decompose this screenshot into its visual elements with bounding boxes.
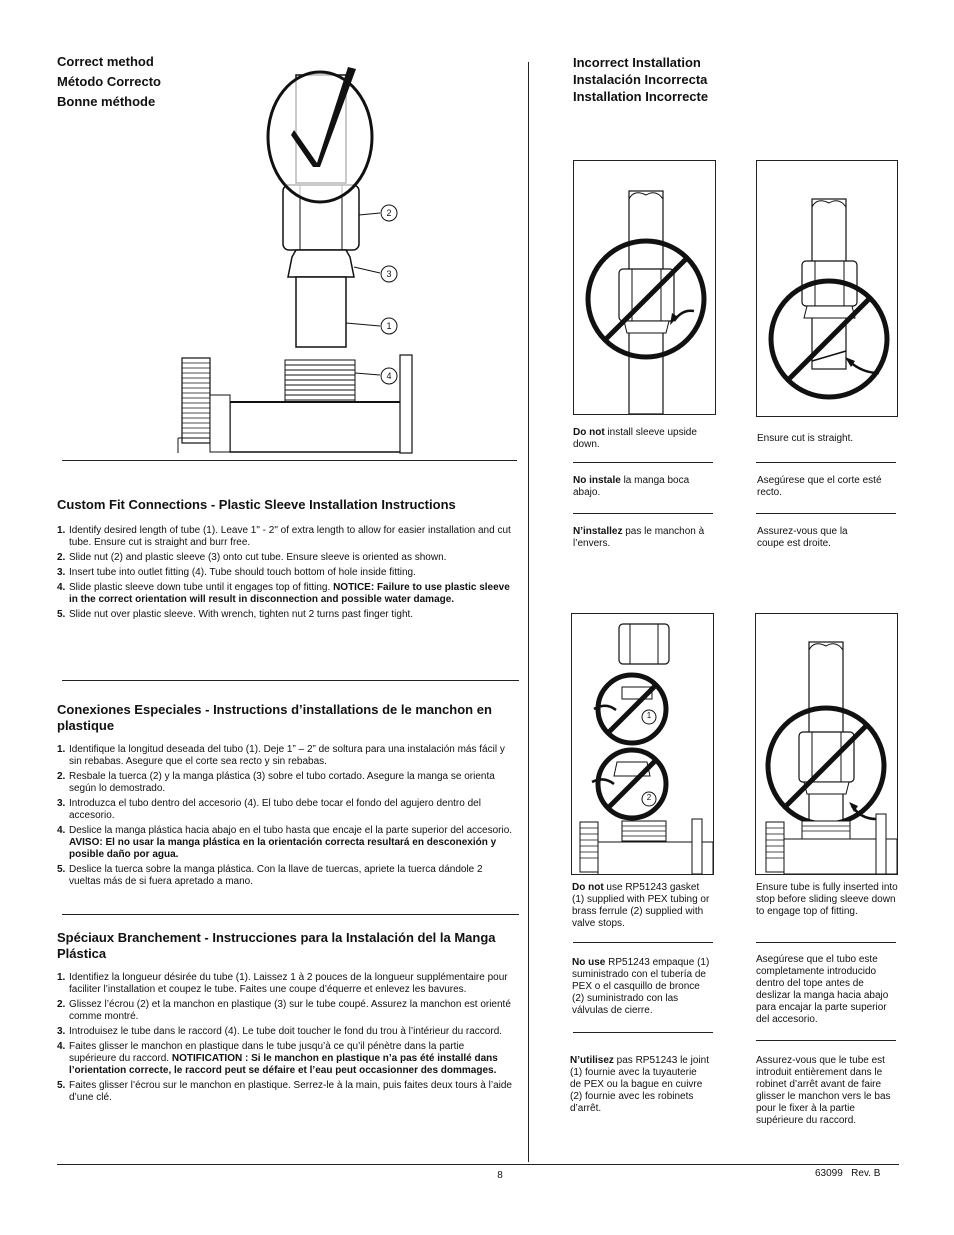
- step-item: 5. Faites glisser l’écrou sur le manchon en plastique. Serrez-le à la main, puis faites deux tours à l’aide d’une clé.: [57, 1080, 512, 1103]
- step-item: 1. Identifique la longitud deseada del tubo (1). Deje 1” – 2” de soltura para una instalación más fácil y sin rebabas. Asegure que el corte sea recto y sin rebabas.: [57, 744, 505, 767]
- caption-upside-fr: N’installez pas le manchon à l’envers.: [573, 526, 705, 549]
- step-item: 2. Slide nut (2) and plastic sleeve (3) onto cut tube. Ensure sleeve is oriented as shown.: [57, 552, 447, 563]
- page-number: 8: [497, 1170, 503, 1181]
- cut-straight-diagram: [756, 160, 898, 417]
- heading-line-es: Método Correcto: [57, 74, 161, 89]
- divider: [756, 462, 896, 463]
- section-title: Conexiones Especiales - Instructions d’installations de le manchon en plastique: [57, 702, 492, 733]
- caption-straight-es: Asegúrese que el corte esté recto.: [757, 475, 882, 498]
- gasket-ferrule-diagram: [571, 613, 714, 875]
- divider: [573, 942, 713, 943]
- divider: [62, 460, 517, 461]
- step-item: 1. Identifiez la longueur désirée du tube (1). Laissez 1 à 2 pouces de la longueur supplémentaire pour faciliter l’installation et coupez le tube. Faites une coupe d’équerre et enlevez les bavures.: [57, 972, 508, 995]
- caption-upside-en: Do not install sleeve upside down.: [573, 427, 697, 450]
- callout-1: 1: [646, 711, 652, 720]
- divider: [62, 680, 519, 681]
- caption-straight-fr: Assurez-vous que la coupe est droite.: [757, 526, 848, 549]
- divider: [573, 1032, 713, 1033]
- caption-inserted-en: Ensure tube is fully inserted into stop before sliding sleeve down to engage top of fitting.: [756, 882, 898, 917]
- divider: [573, 513, 713, 514]
- step-item: 3. Introduisez le tube dans le raccord (4). Le tube doit toucher le fond du trou à l’intérieur du raccord.: [57, 1026, 503, 1037]
- step-item: 5. Deslice la tuerca sobre la manga plástica. Con la llave de tuercas, apriete la tuerca dándole 2 vueltas más de si fuera apretado a mano.: [57, 864, 483, 887]
- step-item: 4. Slide plastic sleeve down tube until it engages top of fitting. NOTICE: Failure to use plastic sleeve in the correct orientation will result in disconnection and possible water damage.: [57, 582, 510, 605]
- step-item: 1. Identify desired length of tube (1). Leave 1" - 2" of extra length to allow for easier installation and cut tube. Ensure cut is straight and burr free.: [57, 525, 511, 548]
- instructions-section-en: [57, 497, 513, 624]
- column-divider: [528, 62, 529, 1162]
- steps-list: [57, 525, 513, 621]
- heading-line-en: Correct method: [57, 54, 154, 69]
- heading-line-en: Incorrect Installation: [573, 55, 701, 70]
- heading-line-es: Instalación Incorrecta: [573, 72, 708, 87]
- step-item: 5. Slide nut over plastic sleeve. With wrench, tighten nut 2 turns past finger tight.: [57, 609, 414, 620]
- caption-gasket-en: Do not use RP51243 gasket (1) supplied with PEX tubing or brass ferrule (2) supplied with valve stops.: [572, 882, 710, 929]
- callout-4: 4: [386, 371, 392, 381]
- step-item: 2. Resbale la tuerca (2) y la manga plástica (3) sobre el tubo cortado. Asegure la manga se orienta según lo demostrado.: [57, 771, 495, 794]
- divider: [756, 942, 896, 943]
- step-item: 4. Faites glisser le manchon en plastique dans le tube jusqu’à ce qu’il pénètre dans la partie supérieure du raccord. NOTIFICATION : Si le manchon en plastique n’a pas été installé dans l’orientation correcte, le raccord peut se défaire et l’eau peut occasionner des dommages.: [57, 1041, 498, 1076]
- caption-upside-es: No instale la manga boca abajo.: [573, 475, 690, 498]
- divider: [62, 914, 519, 915]
- correct-installation-diagram: [170, 55, 420, 455]
- heading-line-fr: Bonne méthode: [57, 94, 156, 109]
- callout-2: 2: [646, 793, 652, 802]
- divider: [573, 462, 713, 463]
- section-title: Custom Fit Connections - Plastic Sleeve Installation Instructions: [57, 497, 456, 512]
- divider: [756, 1040, 896, 1041]
- step-item: 4. Deslice la manga plástica hacia abajo en el tubo hasta que encaje el la parte superior del accesorio. AVISO: El no usar la manga plástica en la orientación correcta resultará en desconexión y posible daño por agua.: [57, 825, 513, 860]
- document-number: 63099 Rev. B: [815, 1168, 881, 1179]
- section-title: Spéciaux Branchement - Instrucciones para la Instalación del la Manga Plástica: [57, 930, 496, 961]
- heading-line-fr: Installation Incorrecte: [573, 89, 709, 104]
- callout-3: 3: [386, 269, 392, 279]
- caption-gasket-fr: N’utilisez pas RP51243 le joint (1) fournie avec la tuyauterie de PEX ou la bague en cuivre (2) fournie avec les robinets d’arrêt.: [570, 1055, 709, 1114]
- sleeve-upside-down-diagram: [573, 160, 716, 415]
- instructions-section-fr: [57, 930, 513, 1107]
- incorrect-installation-heading: [573, 54, 708, 105]
- caption-inserted-fr: Assurez-vous que le tube est introduit entièrement dans le robinet d’arrêt avant de faire glisser le manchon vers le bas pour le fixer à la partie supérieure du raccord.: [756, 1055, 891, 1126]
- caption-straight-en: Ensure cut is straight.: [757, 433, 854, 444]
- callout-1: 1: [386, 321, 392, 331]
- step-item: 2. Glissez l’écrou (2) et la manchon en plastique (3) sur le tube coupé. Assurez la manchon est orienté comme montré.: [57, 999, 511, 1022]
- steps-list: [57, 972, 513, 1104]
- footer-rule: [57, 1164, 899, 1165]
- divider: [756, 513, 896, 514]
- caption-inserted-es: Asegúrese que el tubo este completamente introducido dentro del tope antes de deslizar la manga hacia abajo para encajar la parte superior del accesorio.: [756, 954, 889, 1025]
- step-item: 3. Introduzca el tubo dentro del accesorio (4). El tubo debe tocar el fondo del agujero dentro del accesorio.: [57, 798, 481, 821]
- steps-list: [57, 744, 513, 888]
- caption-gasket-es: No use RP51243 empaque (1) suministrado con el tubería de PEX o el casquillo de bronce (2) suministrado con las válvulas de cierre.: [572, 957, 710, 1016]
- tube-fully-inserted-diagram: [755, 613, 898, 875]
- instructions-section-es: [57, 702, 513, 891]
- callout-2: 2: [386, 208, 392, 218]
- correct-method-heading: [57, 52, 161, 112]
- step-item: 3. Insert tube into outlet fitting (4). Tube should touch bottom of hole inside fitting.: [57, 567, 416, 578]
